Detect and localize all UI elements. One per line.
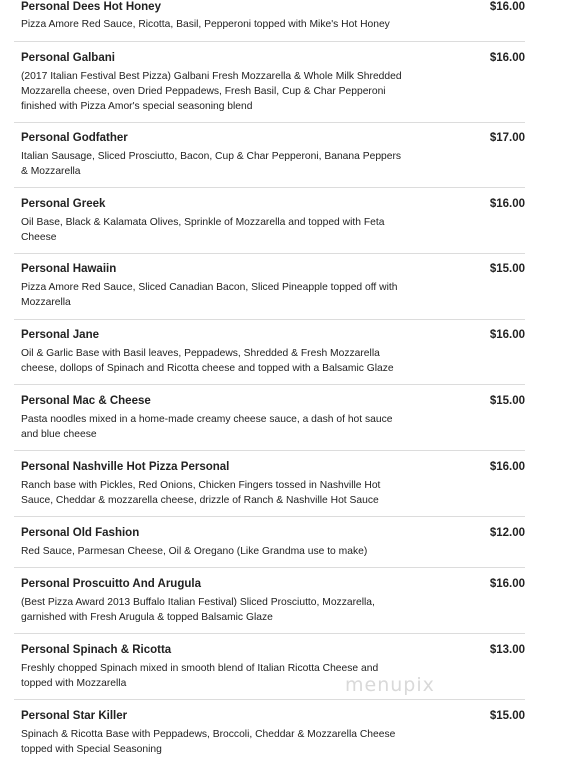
item-price: $15.00 xyxy=(489,395,525,407)
item-name: Personal Proscuitto And Arugula xyxy=(21,578,201,590)
item-price: $12.00 xyxy=(489,527,525,539)
item-description: Ranch base with Pickles, Red Onions, Chicken Fingers tossed in Nashville Hot Sauce, Cheddar & mozzarella cheese, drizzle of Ranch & Nashville Hot Sauce xyxy=(21,480,381,506)
item-price: $16.00 xyxy=(489,52,525,64)
item-name: Personal Galbani xyxy=(21,52,115,64)
item-price: $17.00 xyxy=(489,132,525,144)
item-price: $16.00 xyxy=(489,461,525,473)
item-price: $16.00 xyxy=(489,1,525,13)
item-description: (2017 Italian Festival Best Pizza) Galbani Fresh Mozzarella & Whole Milk Shredded Mozzarella cheese, oven Dried Peppadews, Fresh Basil, Cup & Char Pepperoni finished with Pizza Amor's special seasoning blend xyxy=(21,71,402,112)
item-description: Pasta noodles mixed in a home-made creamy cheese sauce, a dash of hot sauce and blue cheese xyxy=(21,414,393,440)
item-description: Oil Base, Black & Kalamata Olives, Sprinkle of Mozzarella and topped with Feta Cheese xyxy=(21,217,385,243)
item-name: Personal Jane xyxy=(21,329,99,341)
item-description: Freshly chopped Spinach mixed in smooth blend of Italian Ricotta Cheese and topped with Mozzarella xyxy=(21,663,379,689)
divider xyxy=(14,187,525,188)
item-price: $16.00 xyxy=(489,578,525,590)
item-description: Red Sauce, Parmesan Cheese, Oil & Oregano (Like Grandma use to make) xyxy=(21,546,368,557)
item-description: Spinach & Ricotta Base with Peppadews, Broccoli, Cheddar & Mozzarella Cheese topped with Special Seasoning xyxy=(21,729,396,755)
divider xyxy=(14,450,525,451)
item-description: Pizza Amore Red Sauce, Sliced Canadian Bacon, Sliced Pineapple topped off with Mozzarella xyxy=(21,282,398,308)
item-price: $15.00 xyxy=(489,710,525,722)
item-name: Personal Godfather xyxy=(21,132,128,144)
item-price: $15.00 xyxy=(489,263,525,275)
item-price: $16.00 xyxy=(489,329,525,341)
item-name: Personal Hawaiin xyxy=(21,263,117,275)
divider xyxy=(14,699,525,700)
item-description: Italian Sausage, Sliced Prosciutto, Bacon, Cup & Char Pepperoni, Banana Peppers & Mozzarella xyxy=(21,151,402,177)
item-name: Personal Star Killer xyxy=(21,710,128,722)
item-description: Oil & Garlic Base with Basil leaves, Peppadews, Shredded & Fresh Mozzarella cheese, dollops of Spinach and Ricotta cheese and topped with a Balsamic Glaze xyxy=(21,348,394,374)
divider xyxy=(14,319,525,320)
item-description: Pizza Amore Red Sauce, Ricotta, Basil, Pepperoni topped with Mike's Hot Honey xyxy=(21,19,390,30)
item-price: $13.00 xyxy=(489,644,525,656)
divider xyxy=(14,516,525,517)
item-name: Personal Mac & Cheese xyxy=(21,395,151,407)
divider xyxy=(14,567,525,568)
item-price: $16.00 xyxy=(489,198,525,210)
item-name: Personal Nashville Hot Pizza Personal xyxy=(21,461,230,473)
item-name: Personal Dees Hot Honey xyxy=(21,1,161,13)
item-name: Personal Greek xyxy=(21,198,106,210)
divider xyxy=(14,384,525,385)
item-name: Personal Spinach & Ricotta xyxy=(21,644,172,656)
item-name: Personal Old Fashion xyxy=(21,527,140,539)
divider xyxy=(14,253,525,254)
item-description: (Best Pizza Award 2013 Buffalo Italian Festival) Sliced Prosciutto, Mozzarella, garnished with Fresh Arugula & topped Balsamic Glaze xyxy=(21,597,375,623)
divider xyxy=(14,633,525,634)
divider xyxy=(14,41,525,42)
watermark-logo: menupix xyxy=(345,674,435,696)
divider xyxy=(14,122,525,123)
